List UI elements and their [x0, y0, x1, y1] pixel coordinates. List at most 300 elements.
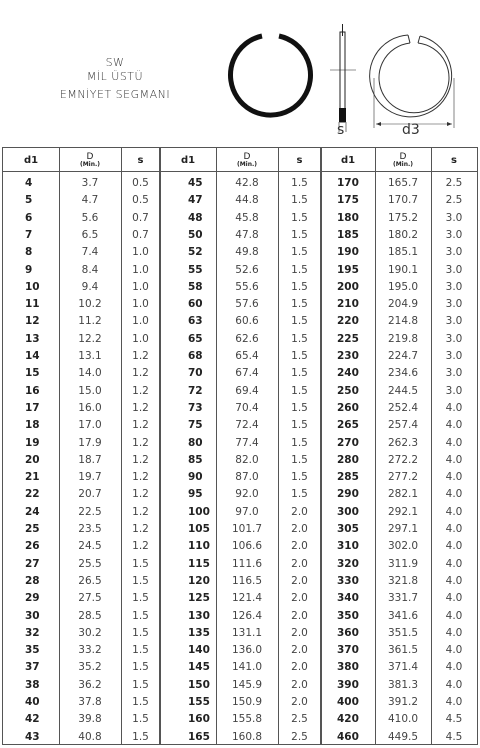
table-row: [321, 210, 477, 227]
cell-d1: 20: [25, 453, 40, 466]
cell-d1: 350: [337, 609, 359, 622]
cell-d1: 24: [25, 505, 40, 518]
cell-d1: 6: [25, 211, 33, 224]
table-row: [160, 365, 321, 382]
cell-D: 52.6: [235, 263, 259, 276]
ring-front-view-icon: [230, 36, 310, 115]
cell-d1: 32: [25, 626, 40, 639]
cell-d1: 125: [188, 592, 210, 605]
cell-D: 69.4: [235, 384, 259, 397]
table-row: [160, 227, 321, 244]
cell-s: 3.0: [445, 228, 463, 241]
cell-d1: 310: [337, 540, 359, 553]
cell-d1: 145: [188, 661, 210, 674]
cell-s: 2.0: [291, 661, 308, 674]
cell-D: 224.7: [387, 350, 419, 362]
cell-D: 72.4: [235, 419, 259, 432]
table-row: [160, 244, 321, 261]
cell-s: 3.0: [445, 211, 463, 224]
table-row: [3, 244, 160, 261]
cell-D: 26.5: [78, 574, 102, 587]
cell-s: 4.0: [445, 436, 463, 449]
header-D: [375, 148, 431, 172]
table-row: [321, 262, 477, 279]
cell-D: 30.2: [78, 626, 102, 639]
table-row: [160, 486, 321, 503]
table-row: [321, 227, 477, 244]
header-d1: d1: [340, 154, 356, 166]
cell-s: 1.0: [132, 315, 149, 328]
table-row: [3, 538, 160, 555]
s-dimension-label: s: [337, 122, 345, 138]
cell-d1: 460: [337, 730, 359, 743]
table-row: [321, 486, 477, 503]
cell-D: 180.2: [387, 228, 419, 241]
cell-s: 2.0: [291, 540, 308, 553]
header-D: [59, 148, 121, 172]
cell-d1: 95: [188, 488, 203, 501]
table-row: [160, 642, 321, 659]
cell-D: 62.6: [235, 332, 259, 345]
table-row: [3, 659, 160, 676]
cell-d1: 290: [337, 488, 359, 501]
cell-D: 36.2: [78, 678, 102, 691]
cell-s: 2.0: [291, 557, 308, 570]
cell-s: 0.7: [132, 228, 149, 241]
cell-D: 49.8: [235, 246, 259, 259]
table-row: [321, 279, 477, 296]
table-row: [160, 625, 321, 642]
cell-d1: 280: [337, 453, 359, 466]
cell-d1: 48: [188, 211, 203, 224]
table-row: [3, 296, 160, 313]
header-D-min-label: (Min.): [236, 160, 258, 168]
table-row: [321, 677, 477, 694]
cell-d1: 420: [337, 713, 359, 726]
cell-d1: 100: [188, 505, 210, 518]
cell-d1: 19: [25, 436, 40, 449]
cell-d1: 28: [25, 574, 40, 587]
cell-s: 3.0: [445, 280, 463, 293]
table-row: [321, 556, 477, 573]
cell-D: 10.2: [78, 298, 102, 311]
cell-s: 1.5: [291, 194, 308, 207]
cell-d1: 265: [337, 419, 359, 432]
cell-s: 2.0: [291, 696, 308, 708]
cell-d1: 7: [25, 228, 33, 241]
cell-d1: 210: [337, 298, 359, 311]
cell-D: 175.2: [387, 211, 419, 224]
cell-d1: 42: [25, 713, 40, 726]
cell-s: 1.5: [132, 678, 149, 691]
cell-s: 1.5: [291, 384, 308, 397]
cell-D: 282.1: [387, 488, 419, 501]
table-group-2: [160, 148, 321, 744]
cell-d1: 58: [188, 280, 203, 293]
cell-d1: 43: [25, 730, 40, 743]
cell-D: 16.0: [78, 401, 102, 414]
table-group-3: [321, 148, 477, 744]
table-row: [321, 192, 477, 209]
cell-d1: 52: [188, 246, 203, 259]
cell-D: 351.5: [387, 626, 419, 639]
cell-D: 15.0: [78, 384, 102, 397]
cell-s: 2.0: [291, 609, 308, 622]
cell-d1: 320: [337, 557, 359, 570]
cell-s: 1.2: [132, 505, 149, 518]
cell-D: 321.8: [387, 574, 419, 587]
cell-d1: 65: [188, 332, 203, 345]
cell-D: 57.6: [235, 298, 259, 311]
cell-s: 1.0: [132, 280, 149, 293]
cell-s: 1.5: [132, 626, 149, 639]
ring-outline-view-icon: [370, 35, 454, 128]
table-row: [3, 262, 160, 279]
cell-D: 27.5: [78, 592, 102, 605]
cell-d1: 8: [25, 246, 33, 259]
cell-d1: 170: [337, 177, 359, 189]
table-row: [160, 694, 321, 711]
cell-D: 14.0: [78, 367, 102, 380]
cell-d1: 10: [25, 280, 40, 293]
cell-s: 4.0: [445, 401, 463, 414]
cell-D: 55.6: [235, 280, 259, 293]
cell-d1: 110: [188, 540, 210, 553]
cell-s: 4.0: [445, 678, 463, 691]
table-row: [3, 521, 160, 538]
table-row: [160, 400, 321, 417]
cell-d1: 63: [188, 315, 203, 328]
table-row: [321, 590, 477, 607]
cell-d1: 40: [25, 696, 40, 708]
table-row: [321, 348, 477, 365]
cell-s: 1.5: [291, 280, 308, 293]
cell-D: 272.2: [387, 453, 419, 466]
table-row: [3, 711, 160, 728]
cell-D: 126.4: [231, 609, 263, 622]
table-row: [321, 365, 477, 382]
table-row: [160, 192, 321, 209]
table-row: [160, 210, 321, 227]
table-row: [160, 383, 321, 400]
cell-s: 3.0: [445, 367, 463, 380]
cell-D: 45.8: [235, 211, 259, 224]
cell-D: 111.6: [231, 557, 263, 570]
cell-s: 1.2: [132, 453, 149, 466]
table-row: [160, 469, 321, 486]
cell-D: 262.3: [387, 436, 419, 449]
header-D-min-label: (Min.): [79, 160, 101, 168]
cell-D: 195.0: [387, 280, 419, 293]
cell-s: 4.0: [445, 471, 463, 484]
table-row: [3, 435, 160, 452]
table-row: [3, 452, 160, 469]
header-section: [0, 0, 480, 146]
cell-d1: 60: [188, 298, 203, 311]
cell-D: 219.8: [387, 332, 419, 345]
table-row: [160, 296, 321, 313]
table-row: [321, 625, 477, 642]
cell-D: 234.6: [387, 367, 419, 380]
table-row: [160, 279, 321, 296]
cell-d1: 30: [25, 609, 40, 622]
cell-d1: 35: [25, 644, 40, 657]
table-row: [3, 365, 160, 382]
cell-s: 1.5: [291, 246, 308, 259]
table-row: [321, 729, 477, 746]
cell-s: 1.5: [291, 315, 308, 328]
cell-d1: 240: [337, 367, 359, 380]
cell-s: 1.2: [132, 350, 149, 362]
table-row: [160, 573, 321, 590]
cell-s: 4.0: [445, 523, 463, 535]
header-s: s: [296, 154, 303, 166]
cell-D: 33.2: [78, 644, 102, 657]
cell-D: 4.7: [81, 194, 99, 207]
cell-D: 42.8: [235, 177, 259, 189]
cell-D: 391.2: [387, 696, 419, 708]
cell-d1: 4: [25, 177, 33, 189]
cell-D: 165.7: [387, 177, 419, 189]
cell-s: 1.5: [291, 488, 308, 501]
cell-s: 1.5: [291, 453, 308, 466]
cell-d1: 360: [337, 626, 359, 639]
cell-s: 4.5: [445, 713, 463, 726]
cell-s: 3.0: [445, 315, 463, 328]
cell-s: 4.0: [445, 644, 463, 657]
cell-D: 35.2: [78, 661, 102, 674]
table-row: [160, 452, 321, 469]
cell-D: 13.1: [78, 350, 102, 362]
cell-d1: 72: [188, 384, 203, 397]
cell-D: 23.5: [78, 523, 102, 535]
cell-d1: 50: [188, 228, 203, 241]
cell-d1: 120: [188, 574, 210, 587]
cell-s: 4.5: [445, 730, 463, 743]
table-header: [160, 148, 321, 172]
cell-D: 449.5: [387, 730, 419, 743]
table-row: [321, 694, 477, 711]
table-row: [3, 608, 160, 625]
cell-D: 17.9: [78, 436, 102, 449]
cell-D: 204.9: [387, 298, 419, 311]
cell-d1: 380: [337, 661, 359, 674]
cell-D: 9.4: [81, 280, 99, 293]
cell-s: 1.5: [132, 557, 149, 570]
cell-s: 1.5: [291, 436, 308, 449]
cell-D: 19.7: [78, 471, 102, 484]
table-row: [3, 313, 160, 330]
cell-s: 4.0: [445, 488, 463, 501]
cell-s: 4.0: [445, 609, 463, 622]
table-row: [3, 729, 160, 746]
cell-D: 28.5: [78, 609, 102, 622]
table-row: [3, 486, 160, 503]
cell-d1: 260: [337, 401, 359, 414]
cell-D: 20.7: [78, 488, 102, 501]
table-group-1: [3, 148, 160, 744]
cell-d1: 185: [337, 228, 359, 241]
table-row: [3, 573, 160, 590]
cell-D: 160.8: [231, 730, 263, 743]
cell-s: 1.0: [132, 263, 149, 276]
ring-side-view-icon: [330, 24, 356, 132]
table-row: [321, 452, 477, 469]
dimension-table: [2, 147, 478, 745]
cell-s: 1.5: [132, 609, 149, 622]
cell-D: 170.7: [387, 194, 419, 207]
table-row: [160, 590, 321, 607]
cell-s: 1.2: [132, 540, 149, 553]
cell-d1: 26: [25, 540, 40, 553]
table-row: [3, 642, 160, 659]
cell-d1: 165: [188, 730, 210, 743]
cell-s: 4.0: [445, 661, 463, 674]
cell-D: 37.8: [78, 696, 102, 708]
cell-s: 1.5: [132, 644, 149, 657]
cell-s: 4.0: [445, 557, 463, 570]
cell-s: 1.2: [132, 523, 149, 535]
table-row: [321, 313, 477, 330]
cell-d1: 150: [188, 678, 210, 691]
cell-D: 70.4: [235, 401, 259, 414]
cell-s: 1.5: [291, 350, 308, 362]
table-row: [3, 348, 160, 365]
cell-s: 1.2: [132, 436, 149, 449]
cell-s: 4.0: [445, 419, 463, 432]
cell-D: 12.2: [78, 332, 102, 345]
cell-d1: 38: [25, 678, 40, 691]
cell-D: 44.8: [235, 194, 259, 207]
table-row: [160, 504, 321, 521]
cell-D: 371.4: [387, 661, 419, 674]
cell-D: 60.6: [235, 315, 259, 328]
table-row: [3, 331, 160, 348]
cell-D: 82.0: [235, 453, 259, 466]
table-row: [321, 400, 477, 417]
table-row: [160, 262, 321, 279]
cell-s: 3.0: [445, 246, 463, 259]
cell-s: 1.2: [132, 419, 149, 432]
table-row: [3, 400, 160, 417]
cell-d1: 305: [337, 523, 359, 535]
cell-d1: 195: [337, 263, 359, 276]
cell-D: 141.0: [231, 661, 263, 674]
cell-d1: 15: [25, 367, 40, 380]
cell-d1: 390: [337, 678, 359, 691]
table-row: [160, 417, 321, 434]
table-header: [3, 148, 160, 172]
header-s: s: [137, 154, 144, 166]
header-D-label: D: [243, 151, 251, 162]
table-row: [3, 469, 160, 486]
cell-d1: 45: [188, 177, 203, 189]
cell-D: 3.7: [81, 177, 99, 189]
cell-s: 1.5: [291, 419, 308, 432]
cell-s: 1.5: [291, 471, 308, 484]
cell-d1: 70: [188, 367, 203, 380]
cell-D: 292.1: [387, 505, 419, 518]
table-row: [321, 435, 477, 452]
cell-d1: 73: [188, 401, 203, 414]
table-row: [160, 538, 321, 555]
cell-d1: 370: [337, 644, 359, 657]
cell-D: 65.4: [235, 350, 259, 362]
cell-D: 410.0: [387, 713, 419, 726]
cell-D: 131.1: [231, 626, 263, 639]
cell-d1: 22: [25, 488, 40, 501]
cell-s: 1.2: [132, 401, 149, 414]
cell-D: 155.8: [231, 713, 263, 726]
table-row: [3, 590, 160, 607]
cell-D: 67.4: [235, 367, 259, 380]
cell-D: 190.1: [387, 263, 419, 276]
cell-d1: 225: [337, 332, 359, 345]
cell-D: 8.4: [81, 263, 99, 276]
cell-D: 47.8: [235, 228, 259, 241]
cell-s: 3.0: [445, 332, 463, 345]
cell-d1: 115: [188, 557, 210, 570]
cell-s: 2.0: [291, 505, 308, 518]
cell-D: 5.6: [81, 211, 99, 224]
cell-d1: 330: [337, 574, 359, 587]
cell-s: 1.5: [291, 211, 308, 224]
cell-D: 311.9: [387, 557, 419, 570]
table-row: [3, 504, 160, 521]
table-row: [160, 556, 321, 573]
table-header: [321, 148, 477, 172]
cell-s: 2.0: [291, 678, 308, 691]
cell-D: 39.8: [78, 713, 102, 726]
cell-s: 3.0: [445, 263, 463, 276]
cell-d1: 29: [25, 592, 40, 605]
cell-d1: 85: [188, 453, 203, 466]
cell-d1: 285: [337, 471, 359, 484]
cell-s: 2.0: [291, 592, 308, 605]
table-row: [160, 711, 321, 728]
table-row: [160, 175, 321, 192]
cell-D: 106.6: [231, 540, 263, 553]
cell-s: 1.5: [291, 263, 308, 276]
cell-s: 1.5: [132, 574, 149, 587]
cell-D: 145.9: [231, 678, 263, 691]
cell-s: 1.0: [132, 246, 149, 259]
cell-D: 257.4: [387, 419, 419, 432]
cell-d1: 17: [25, 401, 40, 414]
table-row: [3, 417, 160, 434]
cell-d1: 5: [25, 194, 33, 207]
cell-d1: 37: [25, 661, 40, 674]
cell-s: 4.0: [445, 626, 463, 639]
cell-d1: 25: [25, 523, 40, 535]
cell-D: 361.5: [387, 644, 419, 657]
cell-d1: 140: [188, 644, 210, 657]
table-row: [3, 210, 160, 227]
table-row: [321, 504, 477, 521]
cell-s: 1.5: [132, 592, 149, 605]
cell-D: 22.5: [78, 505, 102, 518]
cell-D: 277.2: [387, 471, 419, 484]
cell-d1: 27: [25, 557, 40, 570]
table-row: [3, 677, 160, 694]
cell-D: 331.7: [387, 592, 419, 605]
table-row: [3, 556, 160, 573]
table-row: [3, 625, 160, 642]
d3-dimension-label: d3: [402, 122, 420, 138]
cell-s: 1.5: [132, 696, 149, 708]
cell-D: 116.5: [231, 574, 263, 587]
table-row: [160, 659, 321, 676]
